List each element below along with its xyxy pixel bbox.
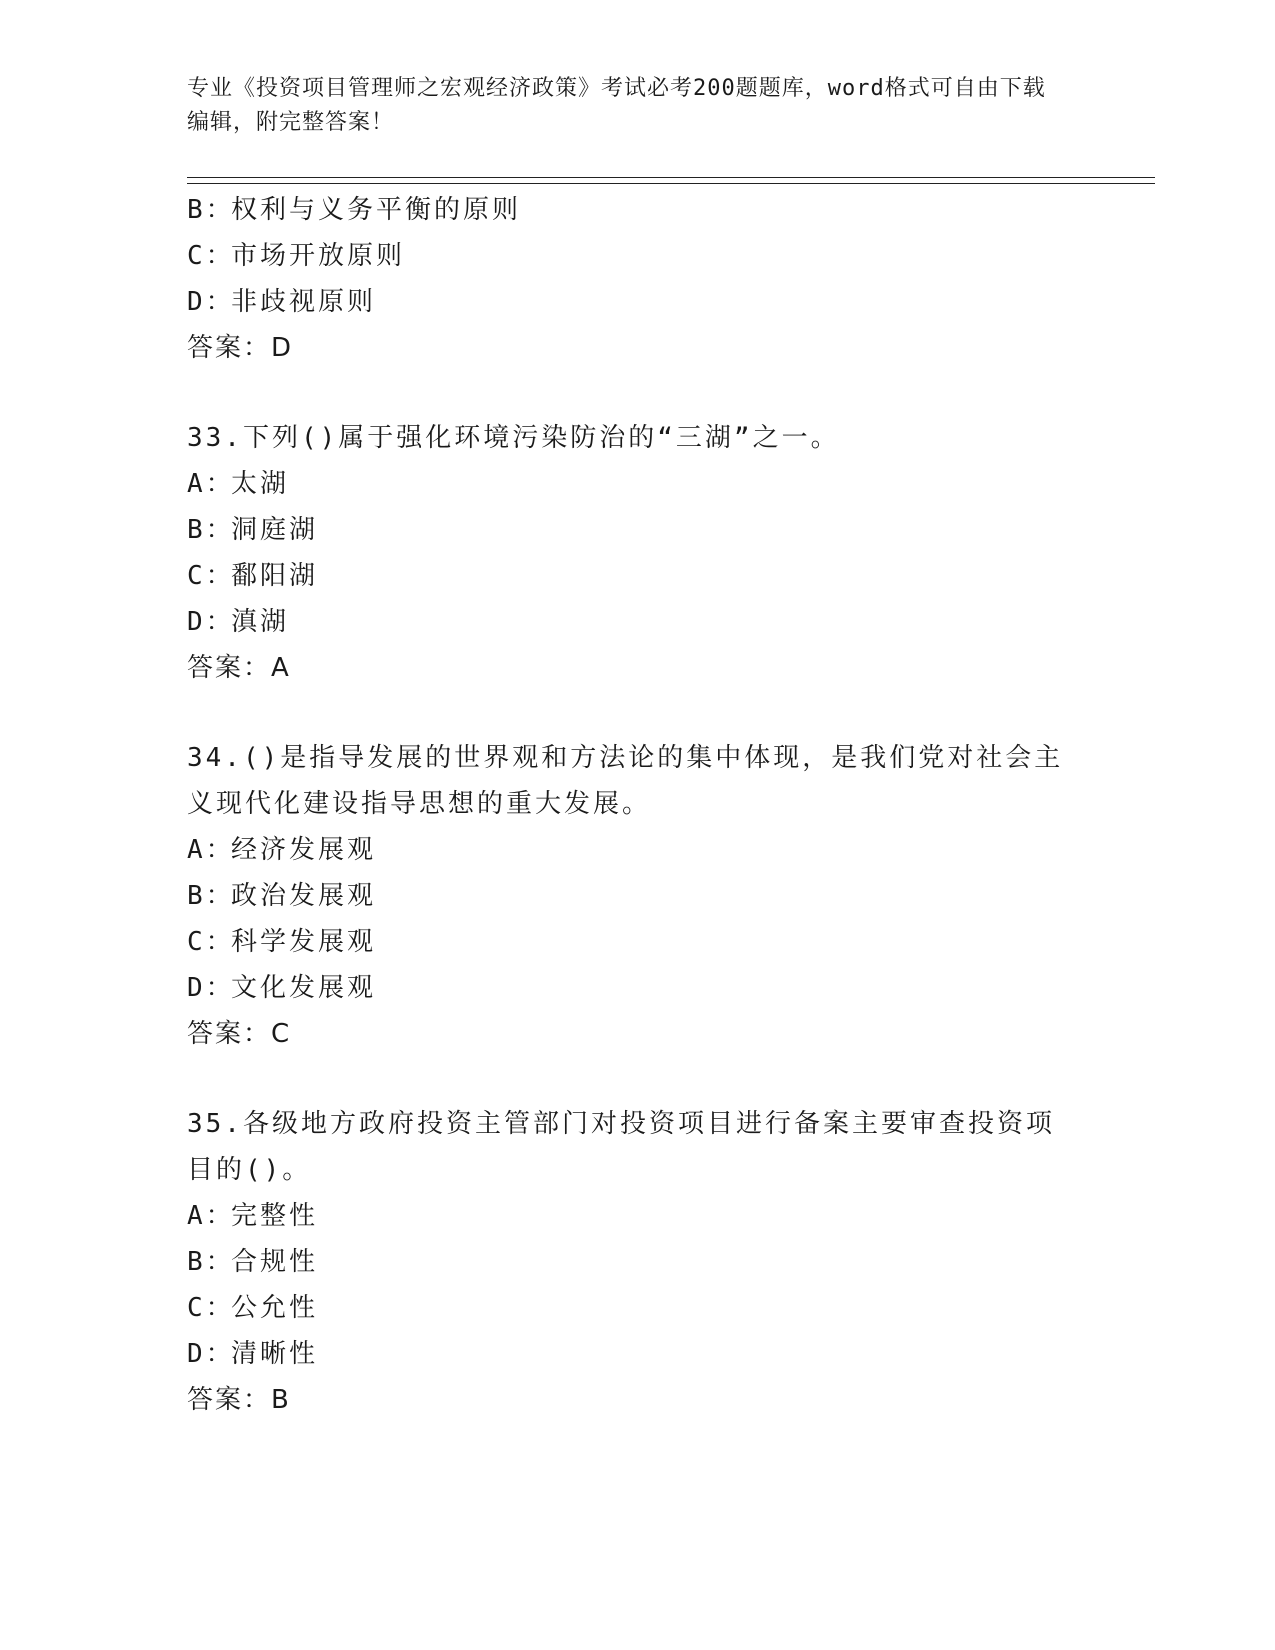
header-divider-top bbox=[187, 177, 1155, 178]
question-stem: 35.各级地方政府投资主管部门对投资项目进行备案主要审查投资项目的()。 bbox=[187, 1109, 1055, 1185]
option-d: D：清晰性 bbox=[187, 1339, 319, 1369]
option-d: D：文化发展观 bbox=[187, 973, 377, 1003]
question-35 bbox=[187, 1101, 1087, 1423]
question-33 bbox=[187, 415, 1087, 691]
answer-line: 答案：B bbox=[187, 1385, 291, 1415]
document-header: 专业《投资项目管理师之宏观经济政策》考试必考200题题库，word格式可自由下载编辑，附完整答案！ bbox=[187, 76, 1046, 135]
answer-line: 答案：A bbox=[187, 653, 291, 683]
question-32-continued bbox=[187, 187, 1087, 371]
option-b: B：洞庭湖 bbox=[187, 515, 319, 545]
option-a: A：完整性 bbox=[187, 1201, 319, 1231]
question-stem: 34.()是指导发展的世界观和方法论的集中体现，是我们党对社会主义现代化建设指导思想的重大发展。 bbox=[187, 743, 1064, 819]
option-d: D：滇湖 bbox=[187, 607, 290, 637]
option-c: C：公允性 bbox=[187, 1293, 319, 1323]
option-b: B：合规性 bbox=[187, 1247, 319, 1277]
question-34 bbox=[187, 735, 1087, 1057]
question-list bbox=[187, 187, 1087, 1423]
question-stem: 33.下列()属于强化环境污染防治的“三湖”之一。 bbox=[187, 423, 840, 453]
option-c: C：市场开放原则 bbox=[187, 241, 406, 271]
answer-line: 答案：D bbox=[187, 333, 294, 363]
option-c: C：鄱阳湖 bbox=[187, 561, 319, 591]
option-c: C：科学发展观 bbox=[187, 927, 377, 957]
option-b: B：权利与义务平衡的原则 bbox=[187, 195, 522, 225]
answer-line: 答案：C bbox=[187, 1019, 292, 1049]
option-a: A：经济发展观 bbox=[187, 835, 377, 865]
option-d: D：非歧视原则 bbox=[187, 287, 377, 317]
header-divider-bottom bbox=[187, 183, 1155, 184]
option-b: B：政治发展观 bbox=[187, 881, 377, 911]
option-a: A：太湖 bbox=[187, 469, 290, 499]
